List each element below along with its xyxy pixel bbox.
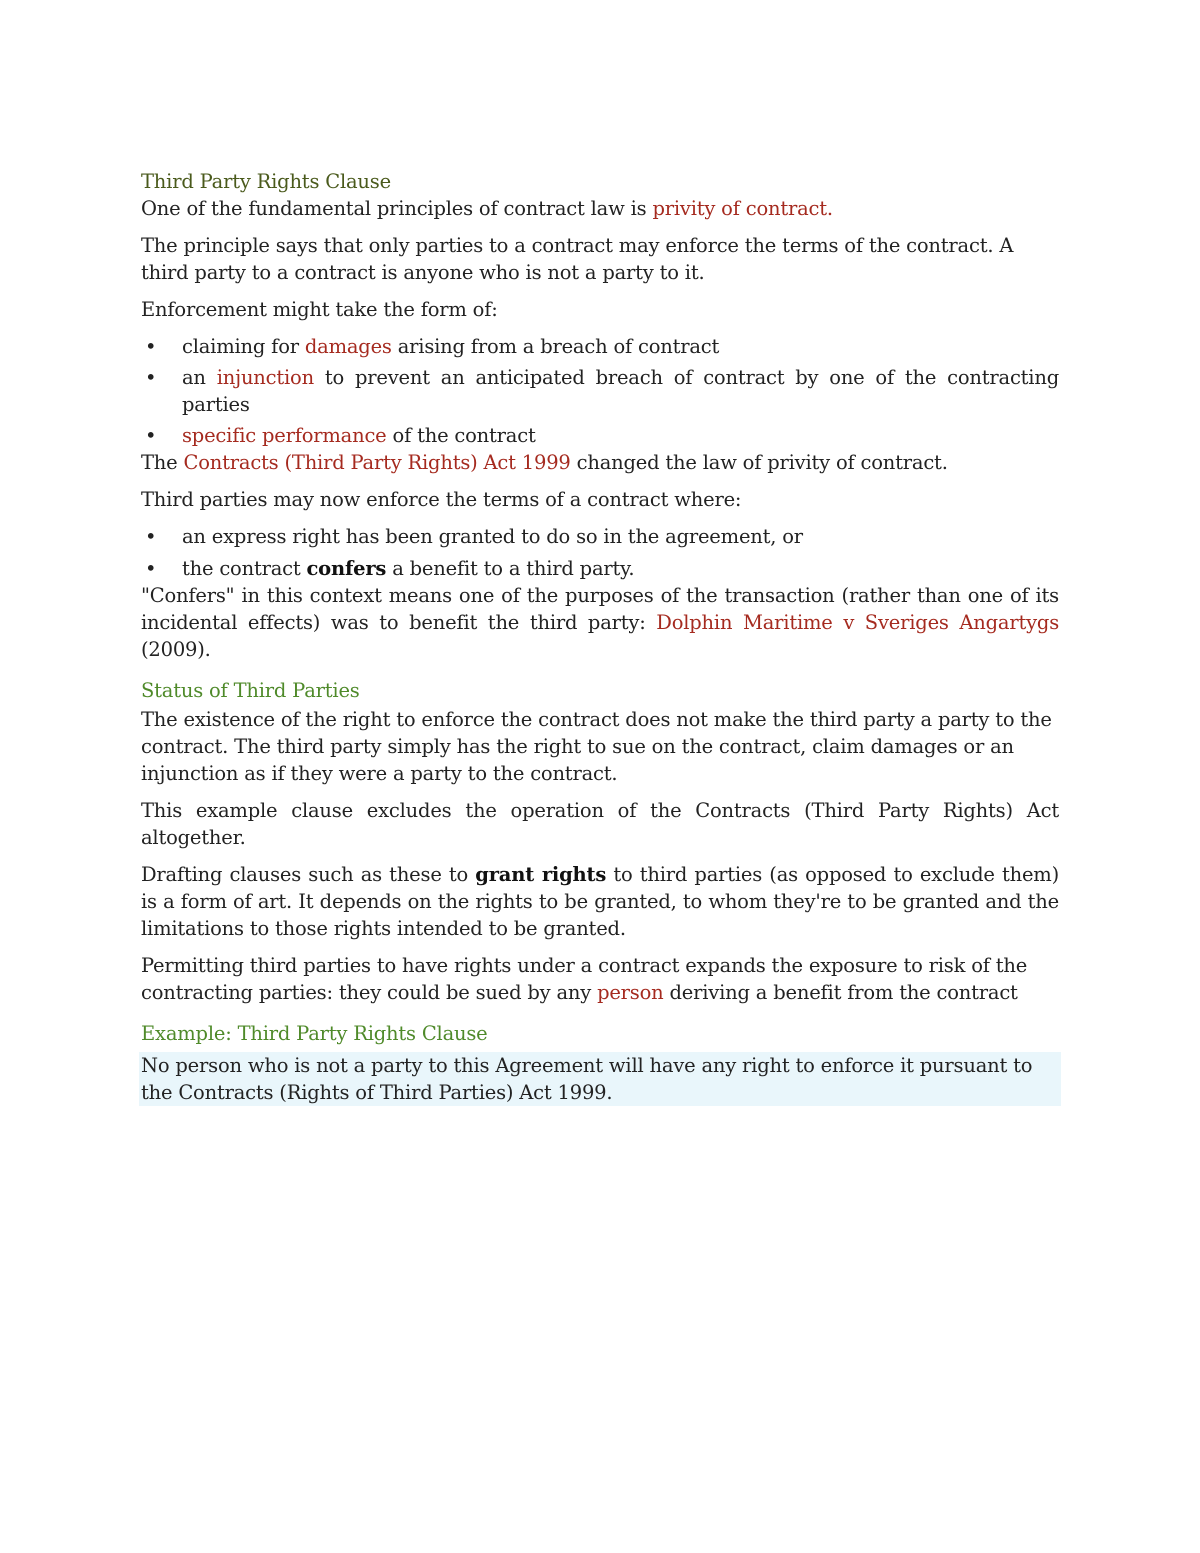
enforcement-lead: Enforcement might take the form of: <box>141 298 498 321</box>
act-change-paragraph <box>141 449 1059 476</box>
list-item <box>141 422 1059 449</box>
grant-rights-emphasis: grant rights <box>475 863 607 886</box>
drafting-text: Drafting clauses such as these to <box>141 863 476 886</box>
intro-text: One of the fundamental principles of contract law is <box>141 197 653 220</box>
act-change-text: The <box>141 451 184 474</box>
intro-paragraph <box>141 195 1059 222</box>
list-item <box>141 333 1059 360</box>
list-item-text: a benefit to a third party. <box>386 557 635 580</box>
example-clause: No person who is not a party to this Agreement will have any right to enforce it pursuant to the Contracts (Rights of Third Parties) Act 1999. <box>139 1052 1061 1106</box>
list-item-text: an <box>182 366 217 389</box>
dolphin-maritime-link[interactable]: Dolphin Maritime v Sveriges Angartygs <box>656 611 1060 634</box>
list-item <box>141 555 1059 582</box>
list-item-text: of the contract <box>386 424 536 447</box>
confers-text: (2009). <box>141 638 211 661</box>
confers-emphasis: confers <box>306 557 387 580</box>
drafting-text: to third parties (as opposed to exclude them) is a form of art. It depends on the rights to be granted, to whom they're to be granted and the limitations to those rights intended to be granted. <box>141 863 1059 940</box>
privity-link[interactable]: privity of contract. <box>652 197 833 220</box>
enforcement-list <box>141 333 1059 449</box>
specific-performance-link[interactable]: specific performance <box>182 424 387 447</box>
document-body <box>141 168 1059 1106</box>
confers-paragraph <box>141 582 1059 663</box>
list-item <box>141 523 1059 550</box>
list-item <box>141 364 1059 418</box>
person-link[interactable]: person <box>597 981 664 1004</box>
status-paragraph: The existence of the right to enforce the contract does not make the third party a party to the contract. The third party simply has the right to sue on the contract, claim damages or an injunction as if they were a party to the contract. <box>141 708 1052 785</box>
list-item-text: the contract <box>182 557 307 580</box>
bullet-icon: • <box>145 525 157 548</box>
act-link[interactable]: Contracts (Third Party Rights) Act 1999 <box>183 451 571 474</box>
list-item-text: arising from a breach of contract <box>391 335 720 358</box>
list-item-text: an express right has been granted to do so in the agreement, or <box>182 525 803 548</box>
confers-text: "Confers" in this context means one of the purposes of the transaction (rather than one of its incidental effects) was to benefit the third party: <box>141 584 1059 634</box>
status-heading: Status of Third Parties <box>141 679 360 702</box>
bullet-icon: • <box>145 424 157 447</box>
excludes-paragraph: This example clause excludes the operation of the Contracts (Third Party Rights) Act altogether. <box>141 799 1059 849</box>
example-heading: Example: Third Party Rights Clause <box>141 1022 488 1045</box>
principle-paragraph: The principle says that only parties to a contract may enforce the terms of the contract. A third party to a contract is anyone who is not a party to it. <box>141 234 1014 284</box>
list-item-text: to prevent an anticipated breach of contract by one of the contracting parties <box>182 366 1059 416</box>
may-now-lead: Third parties may now enforce the terms of a contract where: <box>141 488 742 511</box>
damages-link[interactable]: damages <box>304 335 392 358</box>
act-change-text: changed the law of privity of contract. <box>570 451 948 474</box>
permitting-text: deriving a benefit from the contract <box>663 981 1018 1004</box>
injunction-link[interactable]: injunction <box>216 366 314 389</box>
bullet-icon: • <box>145 557 157 580</box>
permitting-text: Permitting third parties to have rights under a contract expands the exposure to risk of the contracting parties: they could be sued by any <box>141 954 1028 1004</box>
conditions-list <box>141 523 1059 582</box>
document-title: Third Party Rights Clause <box>141 170 391 193</box>
drafting-paragraph <box>141 861 1059 942</box>
permitting-paragraph <box>141 952 1059 1006</box>
bullet-icon: • <box>145 366 157 389</box>
bullet-icon: • <box>145 335 157 358</box>
list-item-text: claiming for <box>182 335 305 358</box>
